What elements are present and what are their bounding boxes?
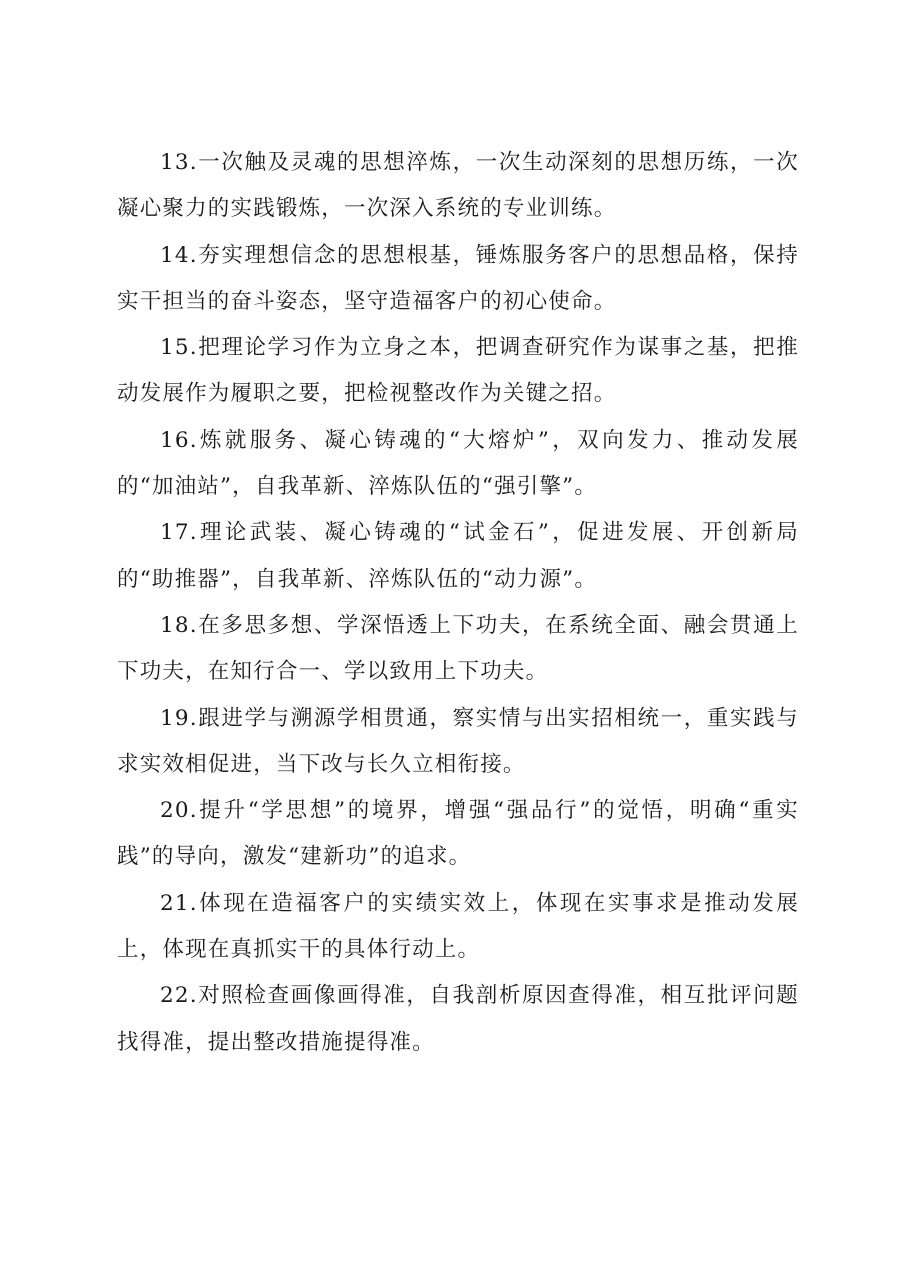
paragraph-18: 18.在多思多想、学深悟透上下功夫，在系统全面、融会贯通上下功夫，在知行合一、学以致用上下功夫。	[117, 612, 799, 685]
paragraph-20: 20.提升“学思想”的境界，增强“强品行”的觉悟，明确“重实践”的导向，激发“建新功”的追求。	[117, 798, 799, 870]
paragraph-14: 14.夯实理想信念的思想根基，锤炼服务客户的思想品格，保持实干担当的奋斗姿态，坚守造福客户的初心使命。	[117, 242, 799, 314]
paragraph-15: 15.把理论学习作为立身之本，把调查研究作为谋事之基，把推动发展作为履职之要，把检视整改作为关键之招。	[117, 335, 799, 407]
document-body	[117, 140, 799, 1066]
paragraph-17: 17.理论武装、凝心铸魂的“试金石”，促进发展、开创新局的“助推器”，自我革新、淬炼队伍的“动力源”。	[117, 520, 799, 592]
paragraph-21: 21.体现在造福客户的实绩实效上，体现在实事求是推动发展上，体现在真抓实干的具体行动上。	[117, 890, 799, 963]
paragraph-16: 16.炼就服务、凝心铸魂的“大熔炉”，双向发力、推动发展的“加油站”，自我革新、淬炼队伍的“强引擎”。	[117, 427, 799, 500]
paragraph-13: 13.一次触及灵魂的思想淬炼，一次生动深刻的思想历练，一次凝心聚力的实践锻炼，一次深入系统的专业训练。	[117, 150, 799, 222]
paragraph-19: 19.跟进学与溯源学相贯通，察实情与出实招相统一，重实践与求实效相促进，当下改与长久立相衔接。	[117, 705, 799, 777]
paragraph-22: 22.对照检查画像画得准，自我剖析原因查得准，相互批评问题找得准，提出整改措施提得准。	[117, 983, 799, 1055]
